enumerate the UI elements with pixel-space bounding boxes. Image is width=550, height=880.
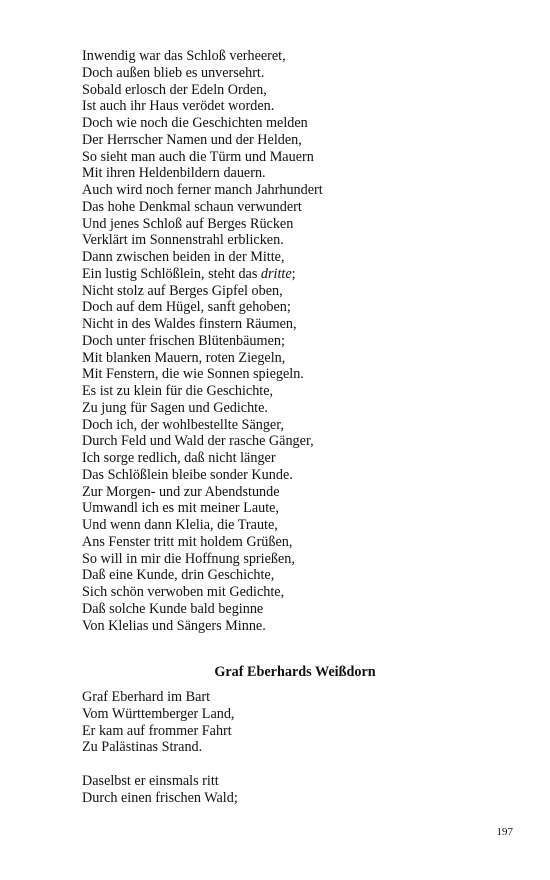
verse-line: Ich sorge redlich, daß nicht länger bbox=[82, 450, 276, 466]
verse-line: Doch wie noch die Geschichten melden bbox=[82, 115, 308, 131]
verse-line: Graf Eberhard im Bart bbox=[82, 689, 211, 705]
verse-line: Von Klelias und Sängers Minne. bbox=[82, 617, 266, 634]
verse-line: So will in mir die Hoffnung sprießen, bbox=[82, 550, 295, 567]
verse-line: Doch auf dem Hügel, sanft gehoben; bbox=[82, 299, 291, 316]
verse-line: Mit Fenstern, die wie Sonnen spiegeln. bbox=[82, 366, 304, 383]
verse-line: Durch Feld und Wald der rasche Gänger, bbox=[82, 433, 314, 450]
verse-line: Es ist zu klein für die Geschichte, bbox=[82, 383, 274, 399]
verse-line: Zu Palästinas Strand. bbox=[82, 739, 203, 756]
verse-line: Mit blanken Mauern, roten Ziegeln, bbox=[82, 349, 286, 366]
verse-line: Daselbst er einsmals ritt bbox=[82, 773, 219, 789]
verse-line: Zu jung für Sagen und Gedichte. bbox=[82, 399, 268, 416]
verse-line: Inwendig war das Schloß verheeret, bbox=[82, 48, 286, 64]
verse-line: Ans Fenster tritt mit holdem Grüßen, bbox=[82, 533, 293, 550]
verse-line-text: Ein lustig Schlößlein, steht das bbox=[82, 265, 261, 282]
verse-line: Zur Morgen- und zur Abendstunde bbox=[82, 483, 280, 500]
verse-line: Er kam auf frommer Fahrt bbox=[82, 722, 232, 739]
verse-line: So sieht man auch die Türm und Mauern bbox=[82, 148, 314, 165]
poem-stanza bbox=[82, 48, 323, 634]
verse-line: Der Herrscher Namen und der Helden, bbox=[82, 131, 302, 148]
verse-line: Und wenn dann Klelia, die Traute, bbox=[82, 517, 278, 533]
verse-line: Auch wird noch ferner manch Jahrhundert bbox=[82, 182, 323, 198]
verse-line: Ist auch ihr Haus verödet worden. bbox=[82, 98, 275, 115]
poem-title: Graf Eberhards Weißdorn bbox=[214, 664, 376, 680]
verse-line: Umwandl ich es mit meiner Laute, bbox=[82, 500, 279, 517]
poem-stanza bbox=[82, 773, 238, 807]
verse-line: Nicht in des Waldes finstern Räumen, bbox=[82, 316, 297, 332]
verse-line: Mit ihren Heldenbildern dauern. bbox=[82, 165, 266, 182]
verse-line: Dann zwischen beiden in der Mitte, bbox=[82, 249, 285, 265]
verse-line: Doch ich, der wohlbestellte Sänger, bbox=[82, 416, 284, 433]
verse-line: Und jenes Schloß auf Berges Rücken bbox=[82, 215, 294, 232]
verse-line-with-italic bbox=[82, 266, 323, 283]
verse-line: Das Schlößlein bleibe sonder Kunde. bbox=[82, 466, 293, 483]
verse-line: Sobald erlosch der Edeln Orden, bbox=[82, 81, 267, 98]
verse-line: Durch einen frischen Wald; bbox=[82, 789, 238, 806]
verse-line: Sich schön verwoben mit Gedichte, bbox=[82, 584, 285, 600]
verse-line: Verklärt im Sonnenstrahl erblicken. bbox=[82, 232, 284, 249]
punctuation: ; bbox=[291, 265, 296, 282]
italic-word: dritte bbox=[260, 265, 292, 282]
verse-line: Das hohe Denkmal schaun verwundert bbox=[82, 198, 302, 215]
verse-line: Doch außen blieb es unversehrt. bbox=[82, 64, 265, 81]
verse-line: Doch unter frischen Blütenbäumen; bbox=[82, 332, 285, 349]
verse-line: Daß eine Kunde, drin Geschichte, bbox=[82, 567, 275, 584]
verse-line: Nicht stolz auf Berges Gipfel oben, bbox=[82, 282, 283, 299]
verse-line: Daß solche Kunde bald beginne bbox=[82, 600, 264, 617]
verse-line: Vom Württemberger Land, bbox=[82, 705, 235, 722]
page-number: 197 bbox=[496, 826, 513, 838]
poem-stanza bbox=[82, 689, 234, 756]
